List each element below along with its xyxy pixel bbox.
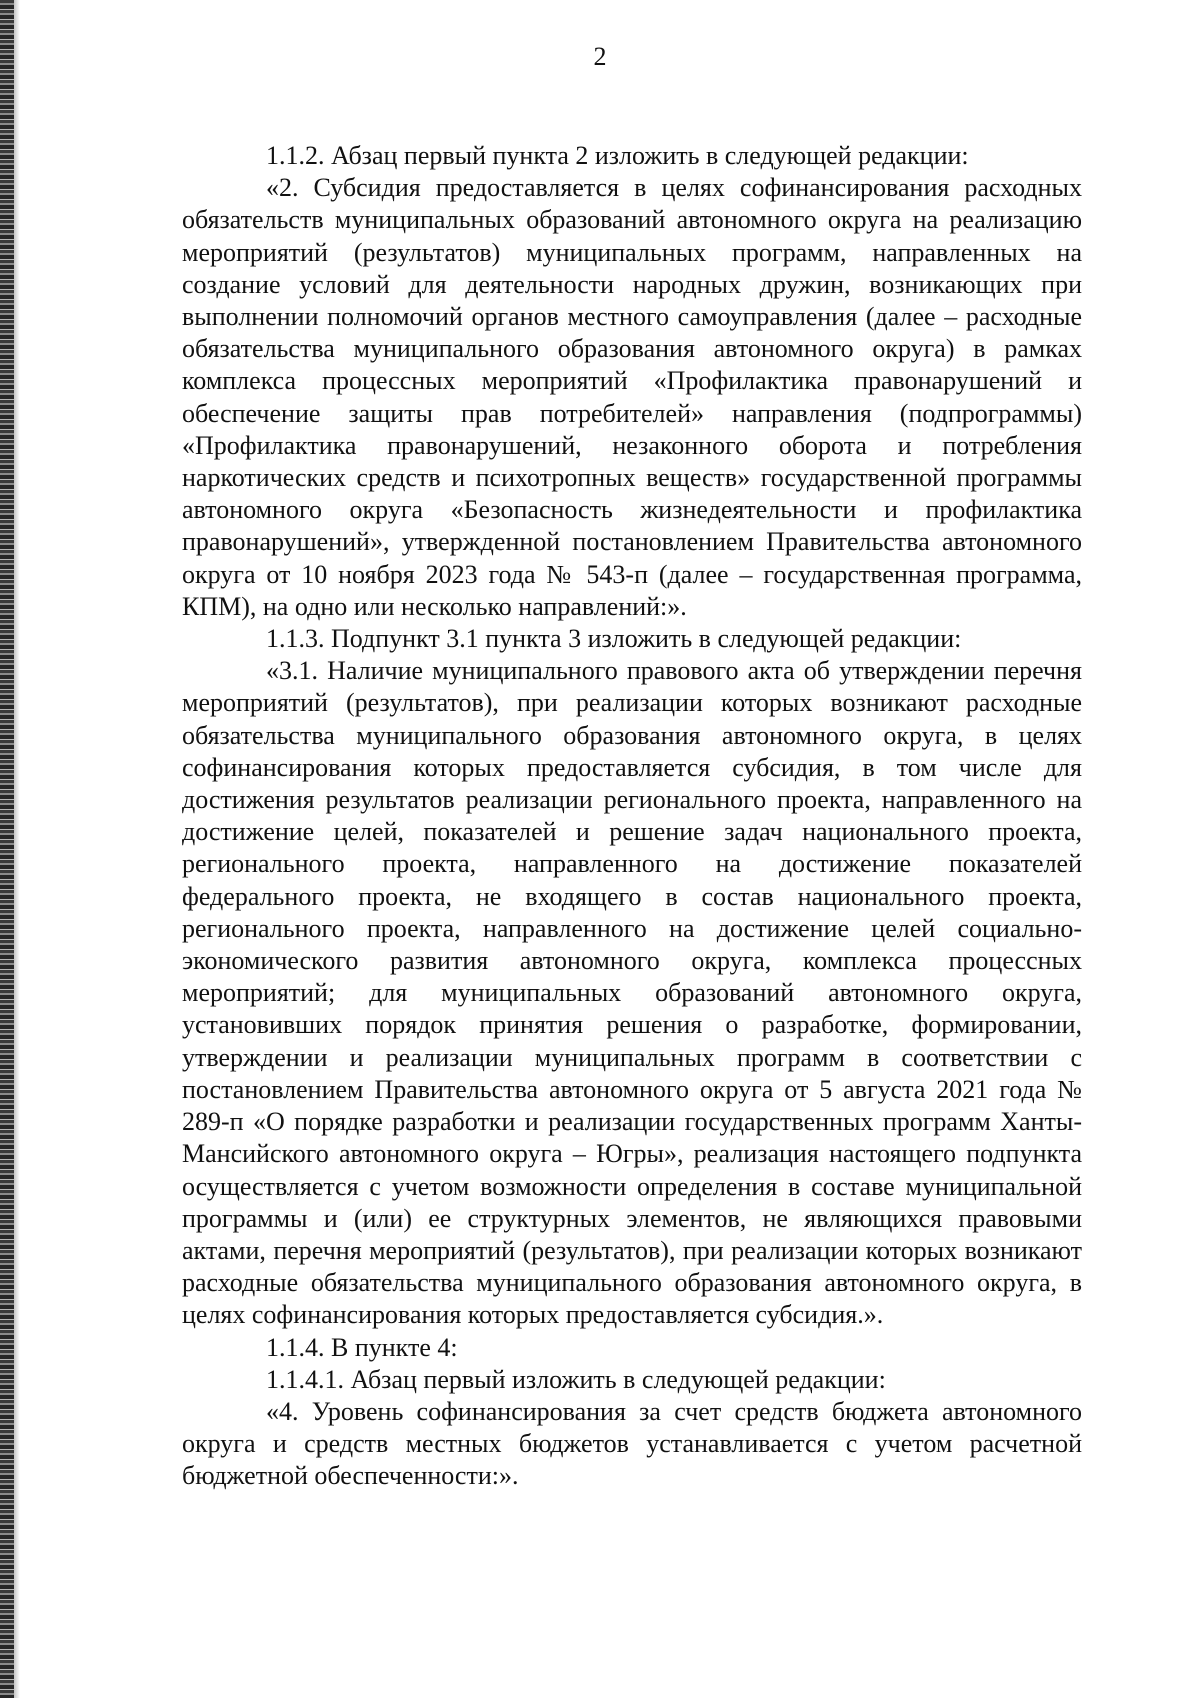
paragraph-1-1-2: 1.1.2. Абзац первый пункта 2 изложить в следующей редакции: [266,141,969,170]
paragraph-cofinancing-level: «4. Уровень софинансирования за счет средств бюджета автономного округа и средств местных бюджетов устанавливается с учетом расчетной бюджетной обеспеченности:». [182,1396,1082,1491]
paragraph-1-1-3: 1.1.3. Подпункт 3.1 пункта 3 изложить в следующей редакции: [266,624,962,654]
paragraph-subpoint-3-1: «3.1. Наличие муниципального правового акта об утверждении перечня мероприятий (результатов), при реализации которых возникают расходные обязательства муниципального образования автономного округа, в целях софинансирования которых предоставляется субсидия, в том числе для достижения результатов реализации регионального проекта, направленного на достижение целей, показателей и решение задач национального проекта, регионального проекта, направленного на достижение показателей федерального проекта, не входящего в состав национального проекта, регионального проекта, направленного на достижение целей социально-экономического развития автономного округа, комплекса процессных мероприятий; для муниципальных образований автономного округа, установивших порядок принятия решения о разработке, формировании, утверждении и реализации муниципальных программ в соответствии с постановлением Правительства автономного округа от 5 августа 2021 года № 289-п «О порядке разработки и реализации государственных программ Ханты-Мансийского автономного округа – Югры», реализация настоящего подпункта осуществляется с учетом возможности определения в составе муниципальной программы и (или) ее структурных элементов, не являющихся правовыми актами, перечня мероприятий (результатов), при реализации которых возникают расходные обязательства муниципального образования автономного округа, в целях софинансирования которых предоставляется субсидия.». [182,656,1082,1330]
paragraph-subsidy-purpose: «2. Субсидия предоставляется в целях софинансирования расходных обязательств муниципальных образований автономного округа на реализацию мероприятий (результатов) муниципальных программ, направленных на создание условий для деятельности народных дружин, возникающих при выполнении полномочий органов местного самоуправления (далее – расходные обязательства муниципального образования автономного округа) в рамках комплекса процессных мероприятий «Профилактика правонарушений и обеспечение защиты прав потребителей» направления (подпрограммы) «Профилактика правонарушений, незаконного оборота и потребления наркотических средств и психотропных веществ» государственной программы автономного округа «Безопасность жизнедеятельности и профилактика правонарушений», утвержденной постановлением Правительства автономного округа от 10 ноября 2023 года № 543-п (далее – государственная программа, КПМ), на одно или несколько направлений:». [182,173,1082,621]
paragraph-1-1-4-1: 1.1.4.1. Абзац первый изложить в следующей редакции: [266,1364,886,1394]
scan-binding-edge [0,0,14,1698]
page-number: 2 [593,42,607,71]
document-body [182,140,1082,1493]
paragraph-1-1-4: 1.1.4. В пункте 4: [266,1332,458,1362]
